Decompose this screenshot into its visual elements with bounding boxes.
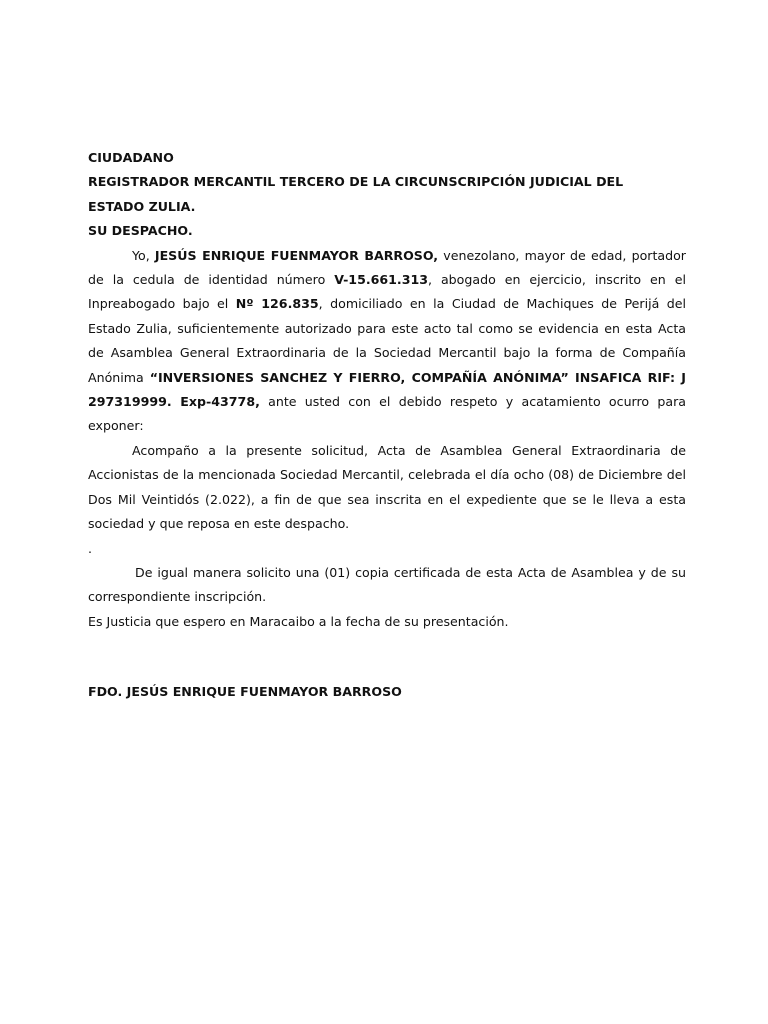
inpreabogado-number: Nº 126.835	[235, 296, 319, 312]
applicant-name: JESÚS ENRIQUE FUENMAYOR BARROSO,	[154, 247, 439, 263]
id-number: V-15.661.313	[334, 272, 428, 288]
header-line-despacho: SU DESPACHO.	[88, 223, 193, 239]
intro-text-2: venezolano, mayor de edad, portador de la cedula de identidad número	[88, 247, 686, 288]
company-name: “INVERSIONES SANCHEZ Y FIERRO, COMPAÑÍA ANÓNIMA” INSAFICA RIF: J 297319999. Exp-43778,	[88, 369, 686, 410]
paragraph-closing: Es Justicia que espero en Maracaibo a la fecha de su presentación.	[88, 613, 509, 629]
intro-text-5: ante usted con el debido respeto y acatamiento ocurro para exponer:	[88, 394, 686, 434]
paragraph-request: Acompaño a la presente solicitud, Acta de Asamblea General Extraordinaria de Accionistas de la mencionada Sociedad Mercantil, celebrada el día ocho (08) de Diciembre del Dos Mil Veintidós (2.022), a fin de que sea inscrita en el expediente que se le lleva a esta sociedad y que reposa en este despacho.	[88, 442, 686, 532]
paragraph-introduction	[88, 244, 686, 439]
header-line-estado: ESTADO ZULIA.	[88, 198, 196, 214]
header-line-registrador: REGISTRADOR MERCANTIL TERCERO DE LA CIRCUNSCRIPCIÓN JUDICIAL DEL	[88, 174, 624, 190]
intro-text-1: Yo,	[132, 247, 155, 263]
header-line-ciudadano: CIUDADANO	[88, 150, 174, 165]
intro-text-3: , abogado en ejercicio, inscrito en el Inpreabogado bajo el	[88, 272, 686, 312]
paragraph-copy-request: De igual manera solicito una (01) copia certificada de esta Acta de Asamblea y de su correspondiente inscripción.	[88, 564, 686, 605]
signature-line: FDO. JESÚS ENRIQUE FUENMAYOR BARROSO	[88, 684, 402, 699]
document-body	[88, 146, 686, 634]
addressee-header	[88, 146, 686, 244]
intro-text-4: , domiciliado en la Ciudad de Machiques de Perijá del Estado Zulia, suficientemente autorizado para este acto tal como se evidencia en esta Acta de Asamblea General Extraordinaria de la Sociedad Mercantil bajo la forma de Compañía Anónima	[88, 296, 687, 385]
separator-dot: .	[88, 540, 93, 556]
